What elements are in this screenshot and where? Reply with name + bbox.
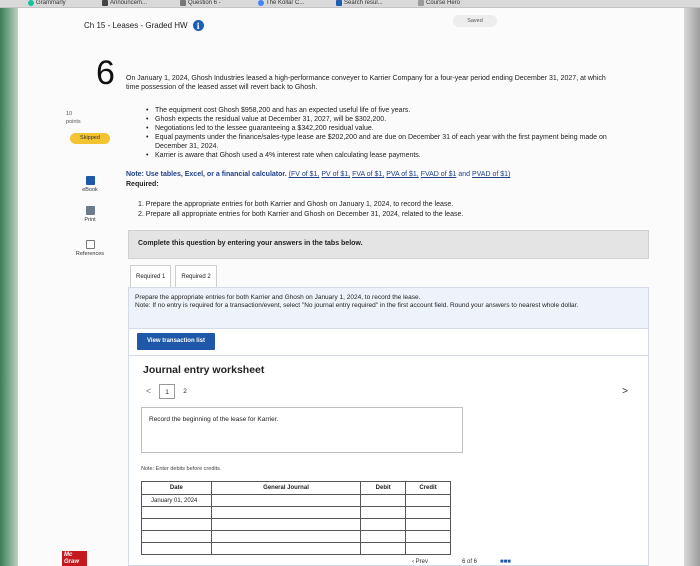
debit-cell[interactable] (361, 507, 406, 519)
tab-required-2[interactable]: Required 2 (175, 265, 216, 287)
browser-tab[interactable]: Announcem... (102, 0, 147, 8)
page-icon (180, 0, 186, 6)
account-cell[interactable] (211, 507, 360, 519)
fact-item: • Ghosh expects the residual value at December 31, 2027, will be $302,200. (146, 115, 616, 124)
problem-text: On January 1, 2024, Ghosh Industries leased a high-performance conveyer to Karrier Company for a four-year period ending December 31, 2027, at which time possession of the leased asset will revert back to Ghosh. (126, 75, 606, 91)
debit-column-header: Debit (361, 482, 406, 495)
question-points (66, 110, 81, 126)
pv-table-link[interactable]: PV of $1, (321, 171, 351, 178)
prev-question-button[interactable]: ‹ Prev (412, 559, 429, 565)
question-page-info: 6 of 6 (462, 559, 478, 565)
print-button[interactable]: Print (72, 206, 108, 223)
pvad-table-link[interactable]: PVAD of $1) (471, 171, 511, 178)
assignment-page (18, 8, 684, 566)
general-journal-column-header: General Journal (211, 482, 360, 495)
tab-required-1[interactable]: Required 1 (130, 265, 171, 287)
view-transaction-list-button[interactable]: View transaction list (137, 333, 215, 350)
fact-item: • Karrier is aware that Ghosh used a 4% interest rate when calculating lease payments. (146, 151, 616, 160)
page-icon (102, 0, 108, 6)
fvad-table-link[interactable]: FVAD of $1 (420, 171, 457, 178)
left-background-strip (0, 8, 18, 566)
browser-tab[interactable]: Course Hero (418, 0, 460, 8)
browser-tab-bar (0, 0, 700, 8)
worksheet-next-button[interactable]: > (622, 386, 628, 397)
credit-cell[interactable] (406, 543, 451, 555)
credit-cell[interactable] (406, 507, 451, 519)
points-value: 10 (66, 111, 73, 117)
date-cell[interactable] (142, 507, 212, 519)
required-heading: Required: (126, 181, 159, 188)
credit-cell[interactable] (406, 531, 451, 543)
worksheet-page-1[interactable]: 1 (159, 384, 175, 399)
table-row (142, 543, 451, 555)
question-number: 6 (96, 54, 115, 92)
debit-cell[interactable] (361, 495, 406, 507)
worksheet-page-2[interactable]: 2 (183, 388, 187, 395)
fact-item: • Equal payments under the finance/sales-type lease are $202,200 and are due on December 31 of each year with the first payment being made on December 31, 2024. (146, 133, 616, 151)
saved-status-badge: Saved (453, 15, 497, 27)
table-row (142, 507, 451, 519)
requirement-item: 1. Prepare the appropriate entries for both Karrier and Ghosh on January 1, 2024, to record the lease. (138, 201, 454, 208)
credit-cell[interactable] (406, 519, 451, 531)
requirement-item: 2. Prepare all appropriate entries for both Karrier and Ghosh on December 31, 2024, related to the lease. (138, 211, 464, 218)
credit-column-header: Credit (406, 482, 451, 495)
account-cell[interactable] (211, 543, 360, 555)
date-cell[interactable] (142, 543, 212, 555)
table-row (142, 519, 451, 531)
assignment-title: Ch 15 - Leases - Graded HW (84, 21, 188, 30)
ebook-button[interactable]: eBook (72, 176, 108, 193)
references-icon (86, 240, 95, 249)
debit-cell[interactable] (361, 519, 406, 531)
bing-icon (336, 0, 342, 6)
info-icon[interactable]: i (193, 20, 204, 31)
debit-credit-note: Note: Enter debits before credits. (141, 466, 222, 472)
instruction-line: Prepare the appropriate entries for both Karrier and Ghosh on January 1, 2024, to record the lease. (135, 294, 421, 301)
credit-cell[interactable] (406, 495, 451, 507)
google-icon (258, 0, 264, 6)
instruction-note: Note: If no entry is required for a transaction/event, select "No journal entry required" in the first account field. Round your answers to nearest whole dollar. (135, 302, 579, 309)
journal-header-row (142, 482, 451, 495)
skipped-badge: Skipped (70, 133, 110, 144)
fact-item: • Negotiations led to the lessee guaranteeing a $342,200 residual value. (146, 124, 616, 133)
browser-tab[interactable]: The Kollar C... (258, 0, 304, 8)
table-row (142, 531, 451, 543)
pva-table-link[interactable]: PVA of $1, (386, 171, 419, 178)
requirements-list (138, 200, 618, 220)
record-instruction: Record the beginning of the lease for Karrier. (141, 407, 463, 453)
grammarly-icon (28, 0, 34, 6)
debit-cell[interactable] (361, 543, 406, 555)
points-label: points (66, 119, 81, 125)
assignment-header (84, 20, 204, 31)
page-icon (418, 0, 424, 6)
right-background-strip (684, 8, 700, 566)
account-cell[interactable] (211, 495, 360, 507)
browser-tab[interactable]: Question 6 - (180, 0, 221, 8)
journal-entry-worksheet (128, 356, 649, 566)
worksheet-title: Journal entry worksheet (143, 364, 265, 376)
ebook-icon (86, 176, 95, 185)
table-note (126, 170, 626, 190)
print-icon (86, 206, 95, 215)
given-facts-list (146, 106, 616, 160)
note-and: and (458, 171, 471, 178)
date-cell[interactable]: January 01, 2024 (142, 495, 212, 507)
date-cell[interactable] (142, 519, 212, 531)
transaction-list-bar (128, 329, 649, 356)
worksheet-prev-button[interactable]: < (146, 386, 152, 396)
references-button[interactable]: References (72, 240, 108, 257)
table-row (142, 495, 451, 507)
account-cell[interactable] (211, 531, 360, 543)
date-cell[interactable] (142, 531, 212, 543)
journal-table (141, 481, 451, 555)
fact-item: • The equipment cost Ghosh $958,200 and has an expected useful life of five years. (146, 106, 616, 115)
date-column-header: Date (142, 482, 212, 495)
account-cell[interactable] (211, 519, 360, 531)
note-prefix: Note: Use tables, Excel, or a financial calculator. (126, 171, 287, 178)
question-grid-icon[interactable]: ■■■ (500, 559, 511, 565)
browser-tab[interactable]: Search resul... (336, 0, 383, 8)
instructions-panel (128, 287, 649, 329)
answer-tabs (130, 265, 217, 287)
debit-cell[interactable] (361, 531, 406, 543)
mcgraw-hill-logo: Mc Graw (62, 551, 87, 566)
fva-table-link[interactable]: FVA of $1, (352, 171, 385, 178)
browser-tab[interactable]: Grammarly (28, 0, 66, 8)
complete-banner: Complete this question by entering your answers in the tabs below. (128, 230, 649, 259)
fv-table-link[interactable]: (FV of $1, (288, 171, 320, 178)
